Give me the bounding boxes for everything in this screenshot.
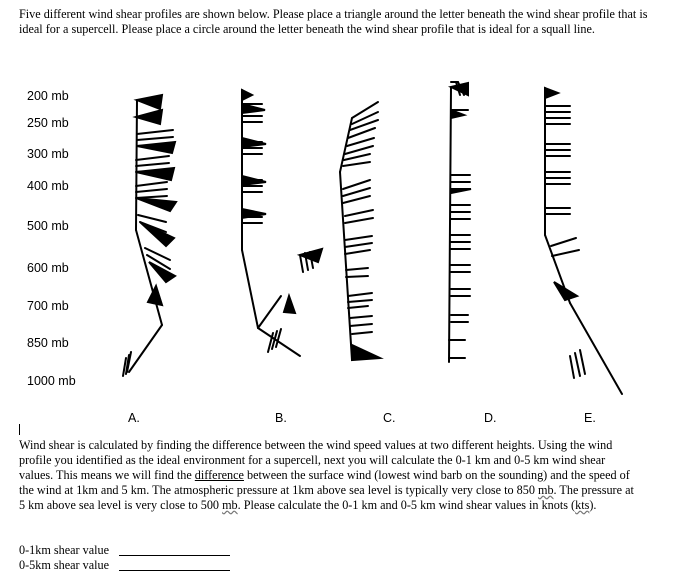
text-cursor <box>19 424 20 435</box>
wind-profile-d <box>449 82 471 362</box>
profile-letter-b[interactable]: B. <box>275 411 287 425</box>
shear-0-5-label: 0-5km shear value <box>19 558 110 572</box>
paragraph-text: ). <box>589 498 597 512</box>
shear-0-5-answer-blank[interactable] <box>119 570 230 571</box>
paragraph-text: between the surface wind (lowest wind barb on the sounding) and the speed of the wind at 1km and 5 km. The atmospheric pressure at 1km above sea level is typically very close to 850 <box>19 468 630 497</box>
wind-profile-a <box>123 95 176 376</box>
mb-word: mb <box>222 498 238 512</box>
shear-0-1-answer-blank[interactable] <box>119 555 230 556</box>
paragraph-text: . The pressure at 5 km above sea level is very close to 500 <box>19 483 634 512</box>
wind-shear-paragraph <box>19 438 639 513</box>
level-label-500: 500 mb <box>27 219 69 233</box>
level-label-700: 700 mb <box>27 299 69 313</box>
profile-letter-e[interactable]: E. <box>584 411 596 425</box>
shear-0-1-label: 0-1km shear value <box>19 543 110 557</box>
wind-profile-c <box>340 102 380 360</box>
wind-profile-e <box>545 88 622 394</box>
level-label-850: 850 mb <box>27 336 69 350</box>
profile-letter-c[interactable]: C. <box>383 411 396 425</box>
level-label-400: 400 mb <box>27 179 69 193</box>
mb-word: mb <box>537 483 554 497</box>
level-label-600: 600 mb <box>27 261 69 275</box>
instructions-intro: Five different wind shear profiles are shown below. Please place a triangle around the letter beneath the wind shear profile that is ideal for a supercell. Please place a circle around the letter beneath the wind shear profile that is ideal for a squall line. <box>19 7 648 36</box>
paragraph-text: Wind shear is calculated by finding the difference between the wind speed values at two different heights. Using the wind profile you identified as the ideal environment for a supercell, next you will calculate the 0-1 km and 0-5 km wind shear values. This means we will find the <box>19 438 613 482</box>
level-label-250: 250 mb <box>27 116 69 130</box>
level-label-1000: 1000 mb <box>27 374 76 388</box>
profile-letter-d[interactable]: D. <box>484 411 497 425</box>
profile-letter-a[interactable]: A. <box>128 411 140 425</box>
wind-profile-b <box>242 90 322 356</box>
difference-word: difference <box>194 468 244 482</box>
paragraph-text: . Please calculate the 0-1 km and 0-5 km wind shear values in knots ( <box>237 498 576 512</box>
level-label-200: 200 mb <box>27 89 69 103</box>
kts-word: kts <box>575 498 590 512</box>
level-label-300: 300 mb <box>27 147 69 161</box>
